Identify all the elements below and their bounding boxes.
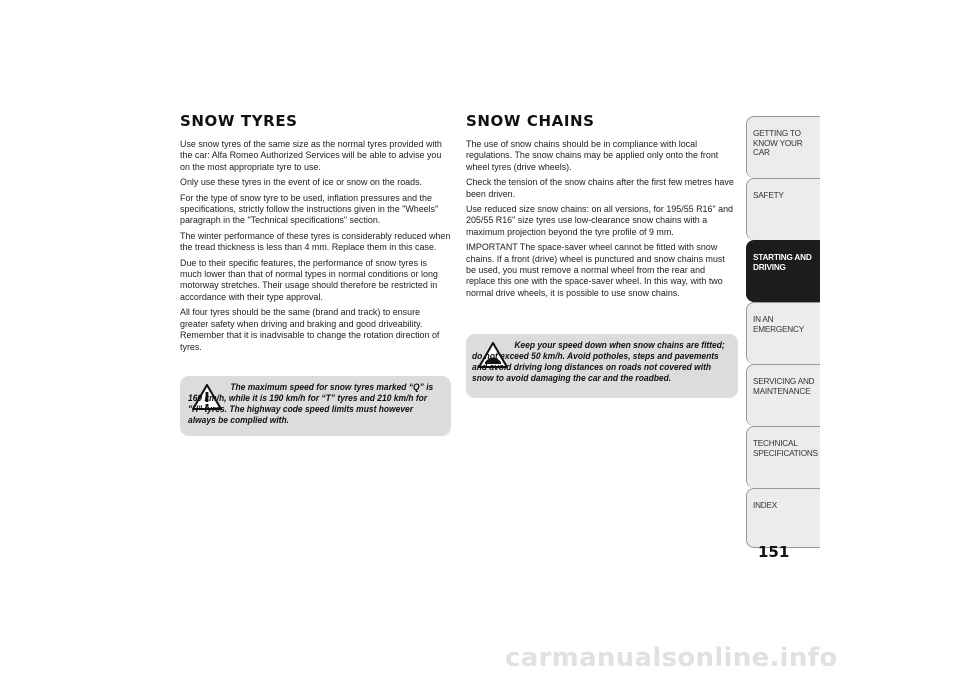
snow-tyres-warning-box [180,376,451,436]
tab-index[interactable]: INDEX [746,488,820,548]
tab-safety[interactable]: SAFETY [746,178,820,240]
tab-in-an-emergency[interactable]: IN AN EMERGENCY [746,302,820,364]
tab-servicing-and-maintenance[interactable]: SERVICING AND MAINTENANCE [746,364,820,426]
snow-tyres-paragraph: For the type of snow tyre to be used, inflation pressures and the specifications, strictly follow the instructions given in the "Wheels" paragraph in the "Technical specifications" section. [180,192,439,227]
snow-tyres-paragraph: Only use these tyres in the event of ice or snow on the roads. [180,177,423,189]
tab-getting-to-know-your-car[interactable]: GETTING TO KNOW YOUR CAR [746,116,820,178]
snow-chains-warning-text [472,340,731,384]
snow-chains-paragraph: IMPORTANT The space-saver wheel cannot be fitted with snow chains. If a front (drive) wheel is punctured and snow chains must be used, you must remove a normal wheel from the rear and replace this one with the space-saver wheel. In this way, with two normal drive wheels, it is possible to use snow chains. [466,242,725,299]
snow-chains-section [466,112,738,303]
watermark: carmanualsonline.info [505,643,838,673]
snow-tyres-paragraph: Due to their specific features, the performance of snow tyres is much lower than that of normal types in normal conditions or long motorway stretches. Their usage should therefore be restricted in accordance with their type approval. [180,257,438,303]
snow-chains-paragraph: Check the tension of the snow chains after the first few metres have been driven. [466,177,734,200]
snow-tyres-warning-text [188,382,441,426]
tab-starting-and-driving[interactable]: STARTING AND DRIVING [746,240,820,302]
snow-chains-warning-box [466,334,738,398]
chapter-tabs [746,116,820,548]
page-number: 151 [758,543,790,561]
snow-chains-paragraph: The use of snow chains should be in compliance with local regulations. The snow chains may be applied only onto the front wheel tyres (drive wheels). [466,139,719,173]
snow-chains-warning-content: Keep your speed down when snow chains are fitted; do not exceed 50 km/h. Avoid potholes, steps and pavements and avoid driving long distances on roads not covered with snow to avoid damaging the car and the roadbed. [472,340,725,383]
snow-tyres-paragraph: Use snow tyres of the same size as the normal tyres provided with the car: Alfa Romeo Authorized Services will be able to advise you on the most appropriate tyre to use. [180,139,442,173]
snow-tyres-heading: SNOW TYRES [180,112,298,130]
snow-tyres-warning-content: The maximum speed for snow tyres marked “Q” is 160 km/h, while it is 190 km/h for “T” tyres and 210 km/h for "H" tyres. The highway code speed limits must however always be complied with. [188,382,434,425]
snow-chains-heading: SNOW CHAINS [466,112,595,130]
snow-tyres-paragraph: The winter performance of these tyres is considerably reduced when the tread thickness is less than 4 mm. Replace them in this case. [180,230,451,254]
snow-chains-paragraph: Use reduced size snow chains: on all versions, for 195/55 R16" and 205/55 R16" size tyres use low-clearance snow chains with a maximum projection beyond the tyre profile of 9 mm. [466,204,734,238]
snow-tyres-paragraph: All four tyres should be the same (brand and track) to ensure greater safety when driving and braking and good driveability. Remember that it is inadvisable to change the rotation direction of tyres. [180,307,440,353]
tab-technical-specifications[interactable]: TECHNICAL SPECIFICATIONS [746,426,820,488]
snow-tyres-section [180,112,452,357]
